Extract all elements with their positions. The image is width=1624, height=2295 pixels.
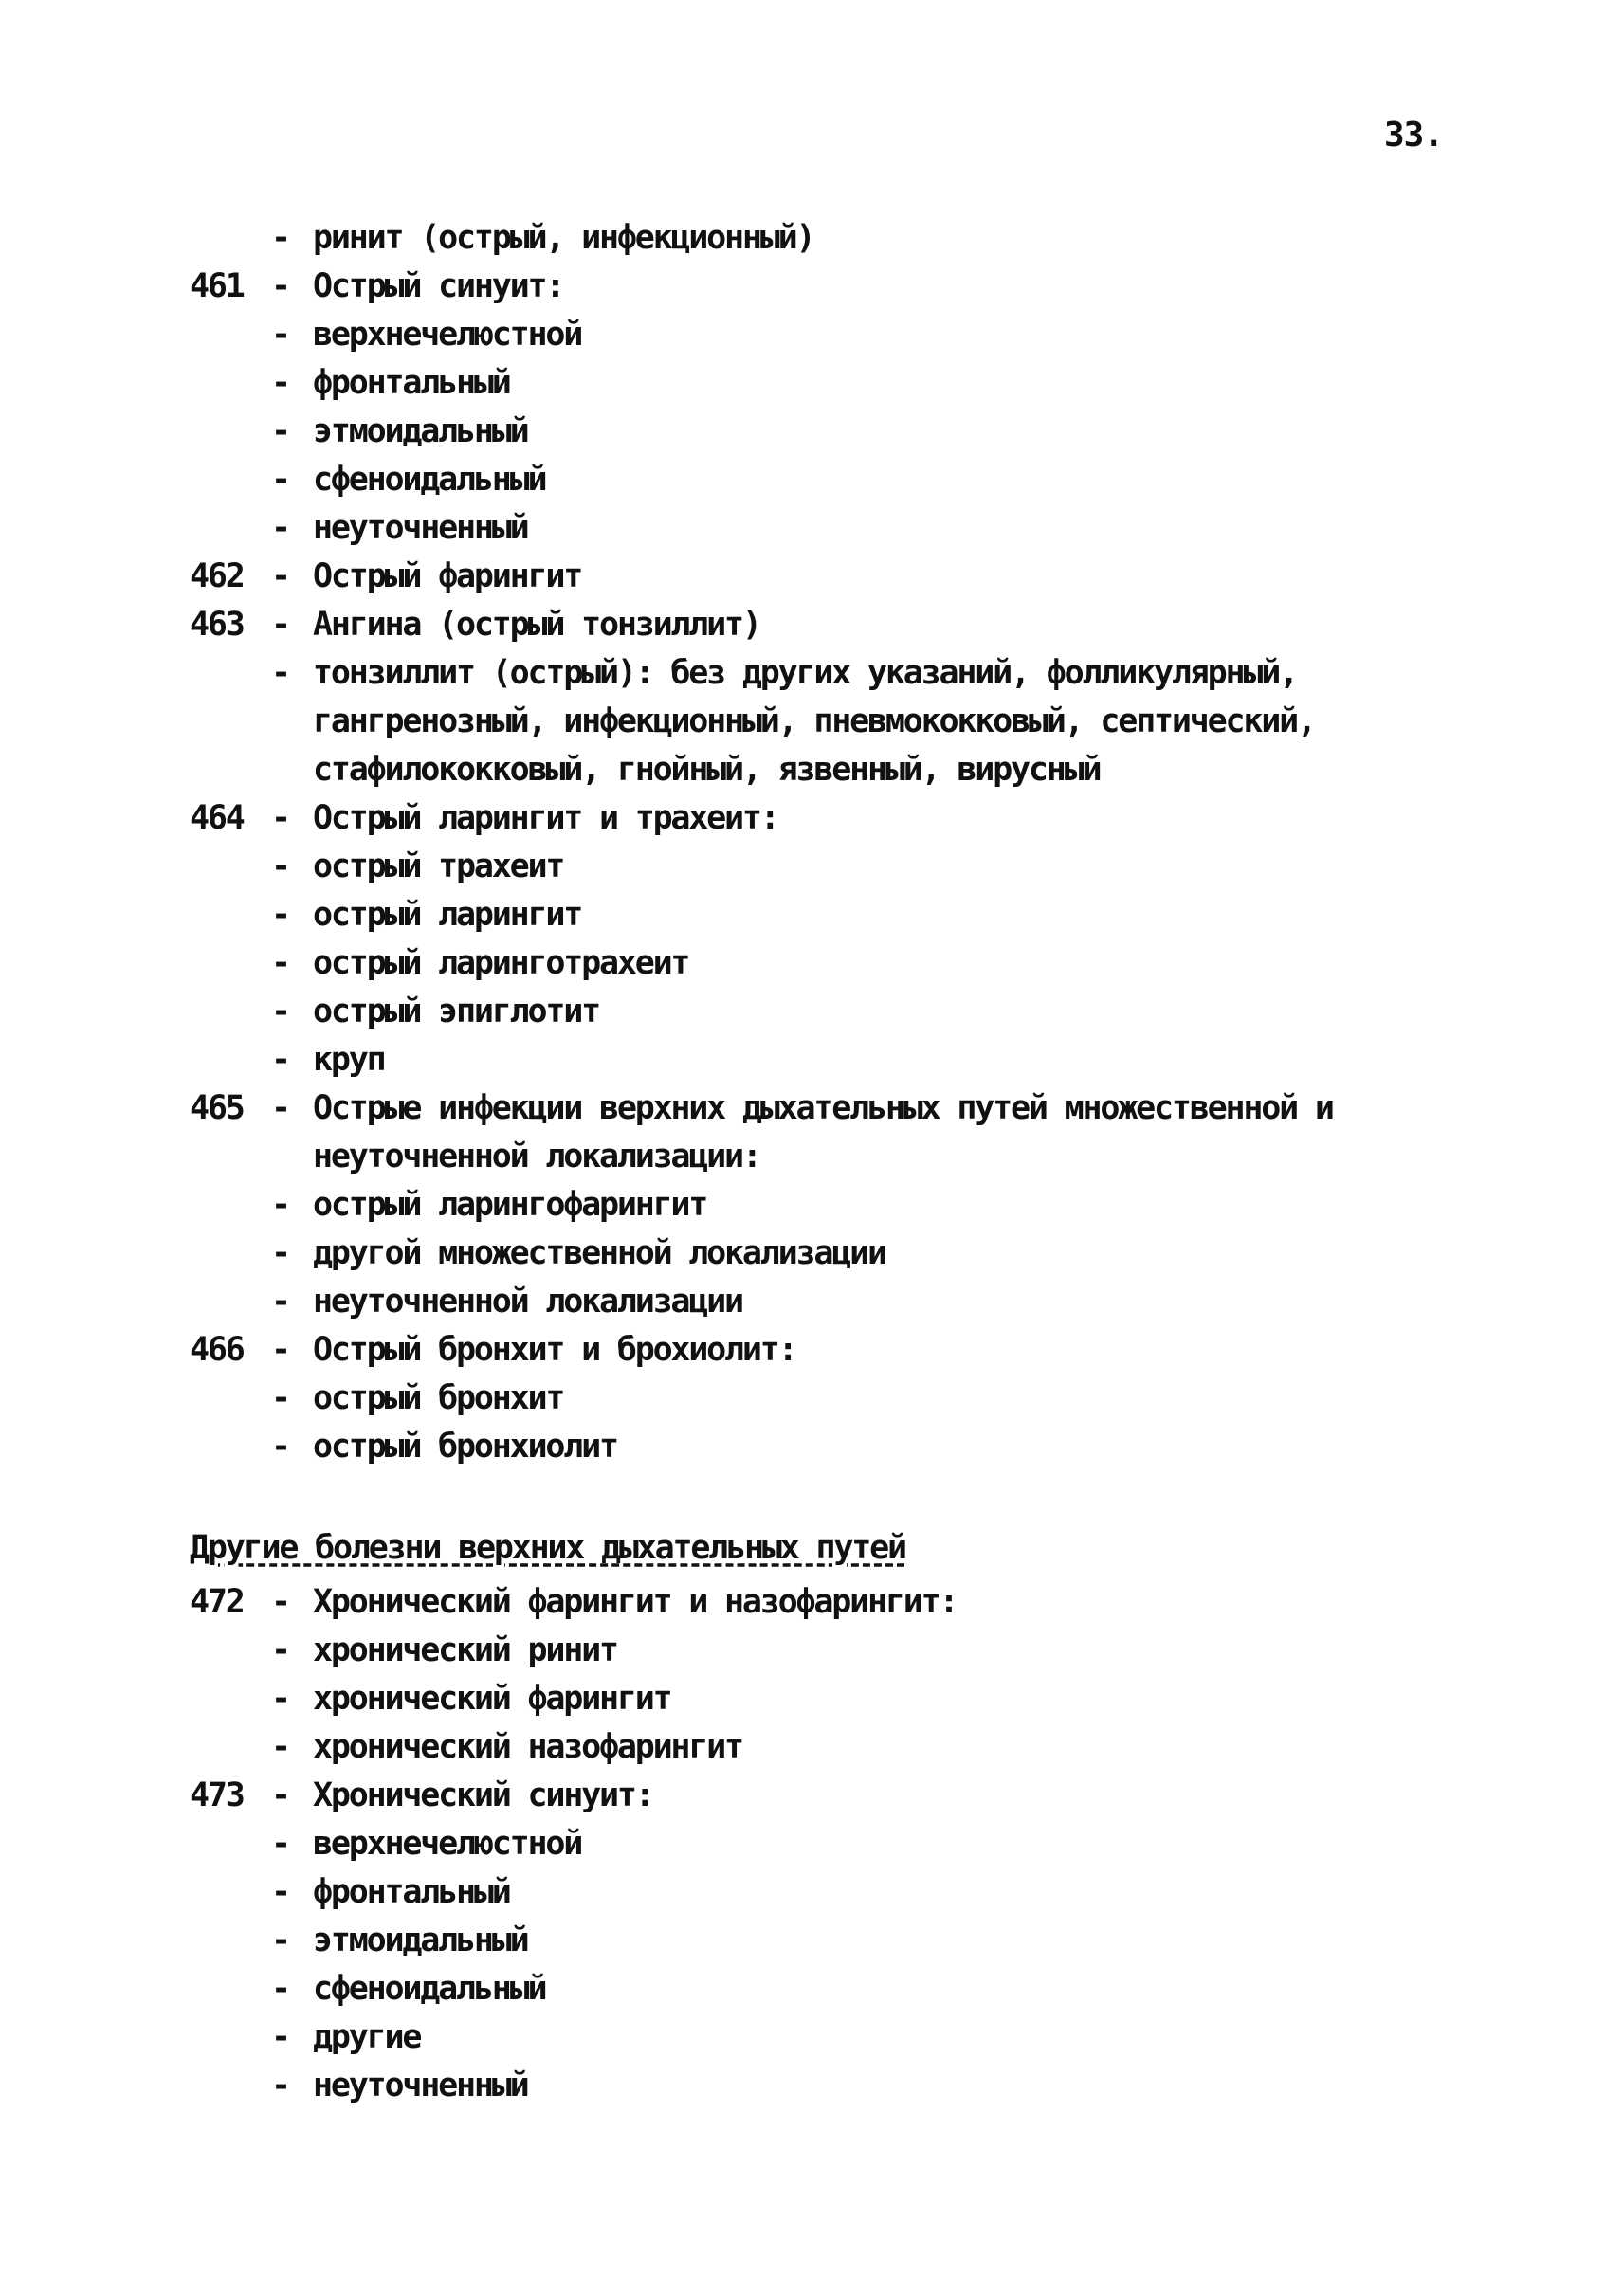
entry-code: 473 xyxy=(190,1776,244,1814)
sub-entry xyxy=(190,843,1536,891)
entry-code: 472 xyxy=(190,1583,244,1621)
entry-text: хронический ринит xyxy=(313,1631,617,1669)
entry-text: Острый синуит: xyxy=(313,267,564,305)
section-spacer xyxy=(190,1471,1536,1524)
code-entry xyxy=(190,263,1536,311)
entry-text: Острый ларингит и трахеит: xyxy=(313,799,778,837)
entry-text: неуточненной локализации xyxy=(313,1283,742,1321)
sub-entry xyxy=(190,1917,1536,1965)
dash-marker: - xyxy=(271,219,289,257)
entry-text: сфеноидальный xyxy=(313,1970,546,2008)
entry-text: этмоидальный xyxy=(313,412,528,450)
code-entry xyxy=(190,1578,1536,1627)
dash-marker: - xyxy=(271,1631,289,1669)
sub-entry xyxy=(190,504,1536,553)
entry-continuation xyxy=(190,1133,1536,1181)
dash-marker: - xyxy=(271,1428,289,1466)
entry-text: неуточненной локализации: xyxy=(313,1138,760,1175)
dash-marker: - xyxy=(271,1331,289,1369)
entry-text: Острый фарингит xyxy=(313,557,582,595)
sub-entry xyxy=(190,2013,1536,2062)
entry-continuation xyxy=(190,698,1536,746)
dash-marker: - xyxy=(271,461,289,499)
entry-text: круп xyxy=(313,1041,385,1079)
dash-marker: - xyxy=(271,267,289,305)
sub-entry xyxy=(190,988,1536,1036)
sub-entry xyxy=(190,1229,1536,1278)
dash-marker: - xyxy=(271,364,289,402)
dash-marker: - xyxy=(271,1186,289,1224)
entry-text: острый бронхит xyxy=(313,1379,564,1417)
sub-entry xyxy=(190,1627,1536,1675)
dash-marker: - xyxy=(271,654,289,692)
sub-entry xyxy=(190,1036,1536,1084)
entry-text: Острый бронхит и брохиолит: xyxy=(313,1331,796,1369)
dash-marker: - xyxy=(271,2067,289,2104)
entry-text: верхнечелюстной xyxy=(313,316,582,354)
dash-marker: - xyxy=(271,847,289,885)
sub-entry xyxy=(190,311,1536,359)
entry-text: фронтальный xyxy=(313,1873,510,1911)
dash-marker: - xyxy=(271,1680,289,1718)
dash-marker: - xyxy=(271,1873,289,1911)
entry-text: сфеноидальный xyxy=(313,461,546,499)
sub-entry xyxy=(190,1965,1536,2013)
dash-marker: - xyxy=(271,1583,289,1621)
code-entry xyxy=(190,794,1536,843)
entry-text: этмоидальный xyxy=(313,1922,528,1959)
entry-text: острый ларингофарингит xyxy=(313,1186,707,1224)
entry-text: Хронический синуит: xyxy=(313,1776,653,1814)
page-number: 33. xyxy=(1384,116,1444,155)
entry-text: фронтальный xyxy=(313,364,510,402)
entry-text: ринит (острый, инфекционный) xyxy=(313,219,814,257)
code-entry xyxy=(190,553,1536,601)
dash-marker: - xyxy=(271,1728,289,1766)
sub-entry xyxy=(190,891,1536,939)
sub-entry xyxy=(190,1375,1536,1423)
sub-entry xyxy=(190,1868,1536,1917)
sub-entry xyxy=(190,359,1536,408)
dash-marker: - xyxy=(271,1041,289,1079)
dash-marker: - xyxy=(271,993,289,1030)
sub-entry xyxy=(190,408,1536,456)
sub-entry xyxy=(190,2062,1536,2110)
section-heading: Другие болезни верхних дыхательных путей xyxy=(190,1529,905,1567)
dash-marker: - xyxy=(271,896,289,934)
document-body xyxy=(190,214,1536,2110)
sub-entry xyxy=(190,1423,1536,1471)
entry-code: 465 xyxy=(190,1089,244,1127)
dash-marker: - xyxy=(271,509,289,547)
entry-text: Острые инфекции верхних дыхательных путей множественной и xyxy=(313,1089,1333,1127)
sub-entry xyxy=(190,1820,1536,1868)
entry-text: неуточненный xyxy=(313,509,528,547)
sub-entry xyxy=(190,1675,1536,1723)
entry-text: хронический фарингит xyxy=(313,1680,671,1718)
dash-marker: - xyxy=(271,1089,289,1127)
entry-continuation xyxy=(190,746,1536,794)
sub-entry xyxy=(190,1723,1536,1772)
entry-text: острый ларингит xyxy=(313,896,582,934)
code-entry xyxy=(190,1084,1536,1133)
entry-text: хронический назофарингит xyxy=(313,1728,742,1766)
entry-code: 464 xyxy=(190,799,244,837)
dash-marker: - xyxy=(271,1970,289,2008)
dash-marker: - xyxy=(271,316,289,354)
entry-text: острый бронхиолит xyxy=(313,1428,617,1466)
dash-marker: - xyxy=(271,1825,289,1863)
entry-text: верхнечелюстной xyxy=(313,1825,582,1863)
dash-marker: - xyxy=(271,799,289,837)
dash-marker: - xyxy=(271,2018,289,2056)
entry-code: 466 xyxy=(190,1331,244,1369)
entry-text: Хронический фарингит и назофарингит: xyxy=(313,1583,958,1621)
entry-text: острый трахеит xyxy=(313,847,564,885)
entry-text: острый эпиглотит xyxy=(313,993,599,1030)
dash-marker: - xyxy=(271,1234,289,1272)
dash-marker: - xyxy=(271,1776,289,1814)
code-entry xyxy=(190,1326,1536,1375)
sub-entry xyxy=(190,649,1536,698)
entry-text: тонзиллит (острый): без других указаний, фолликулярный, xyxy=(313,654,1297,692)
entry-code: 461 xyxy=(190,267,244,305)
dash-marker: - xyxy=(271,1379,289,1417)
dash-marker: - xyxy=(271,1922,289,1959)
dash-marker: - xyxy=(271,412,289,450)
code-entry xyxy=(190,601,1536,649)
entry-text: гангренозный, инфекционный, пневмококковый, септический, xyxy=(313,702,1315,740)
sub-entry xyxy=(190,1278,1536,1326)
sub-entry xyxy=(190,939,1536,988)
entry-text: стафилококковый, гнойный, язвенный, вирусный xyxy=(313,751,1101,789)
dash-marker: - xyxy=(271,557,289,595)
entry-text: неуточненный xyxy=(313,2067,528,2104)
code-entry xyxy=(190,1772,1536,1820)
list-block-chronic xyxy=(190,1578,1536,2110)
entry-code: 462 xyxy=(190,557,244,595)
dash-marker: - xyxy=(271,944,289,982)
list-block-acute xyxy=(190,214,1536,1471)
entry-text: другой множественной локализации xyxy=(313,1234,885,1272)
entry-text: острый ларинготрахеит xyxy=(313,944,689,982)
sub-entry xyxy=(190,214,1536,263)
sub-entry xyxy=(190,456,1536,504)
dash-marker: - xyxy=(271,606,289,644)
dash-marker: - xyxy=(271,1283,289,1321)
sub-entry xyxy=(190,1181,1536,1229)
entry-code: 463 xyxy=(190,606,244,644)
entry-text: Ангина (острый тонзиллит) xyxy=(313,606,760,644)
entry-text: другие xyxy=(313,2018,421,2056)
